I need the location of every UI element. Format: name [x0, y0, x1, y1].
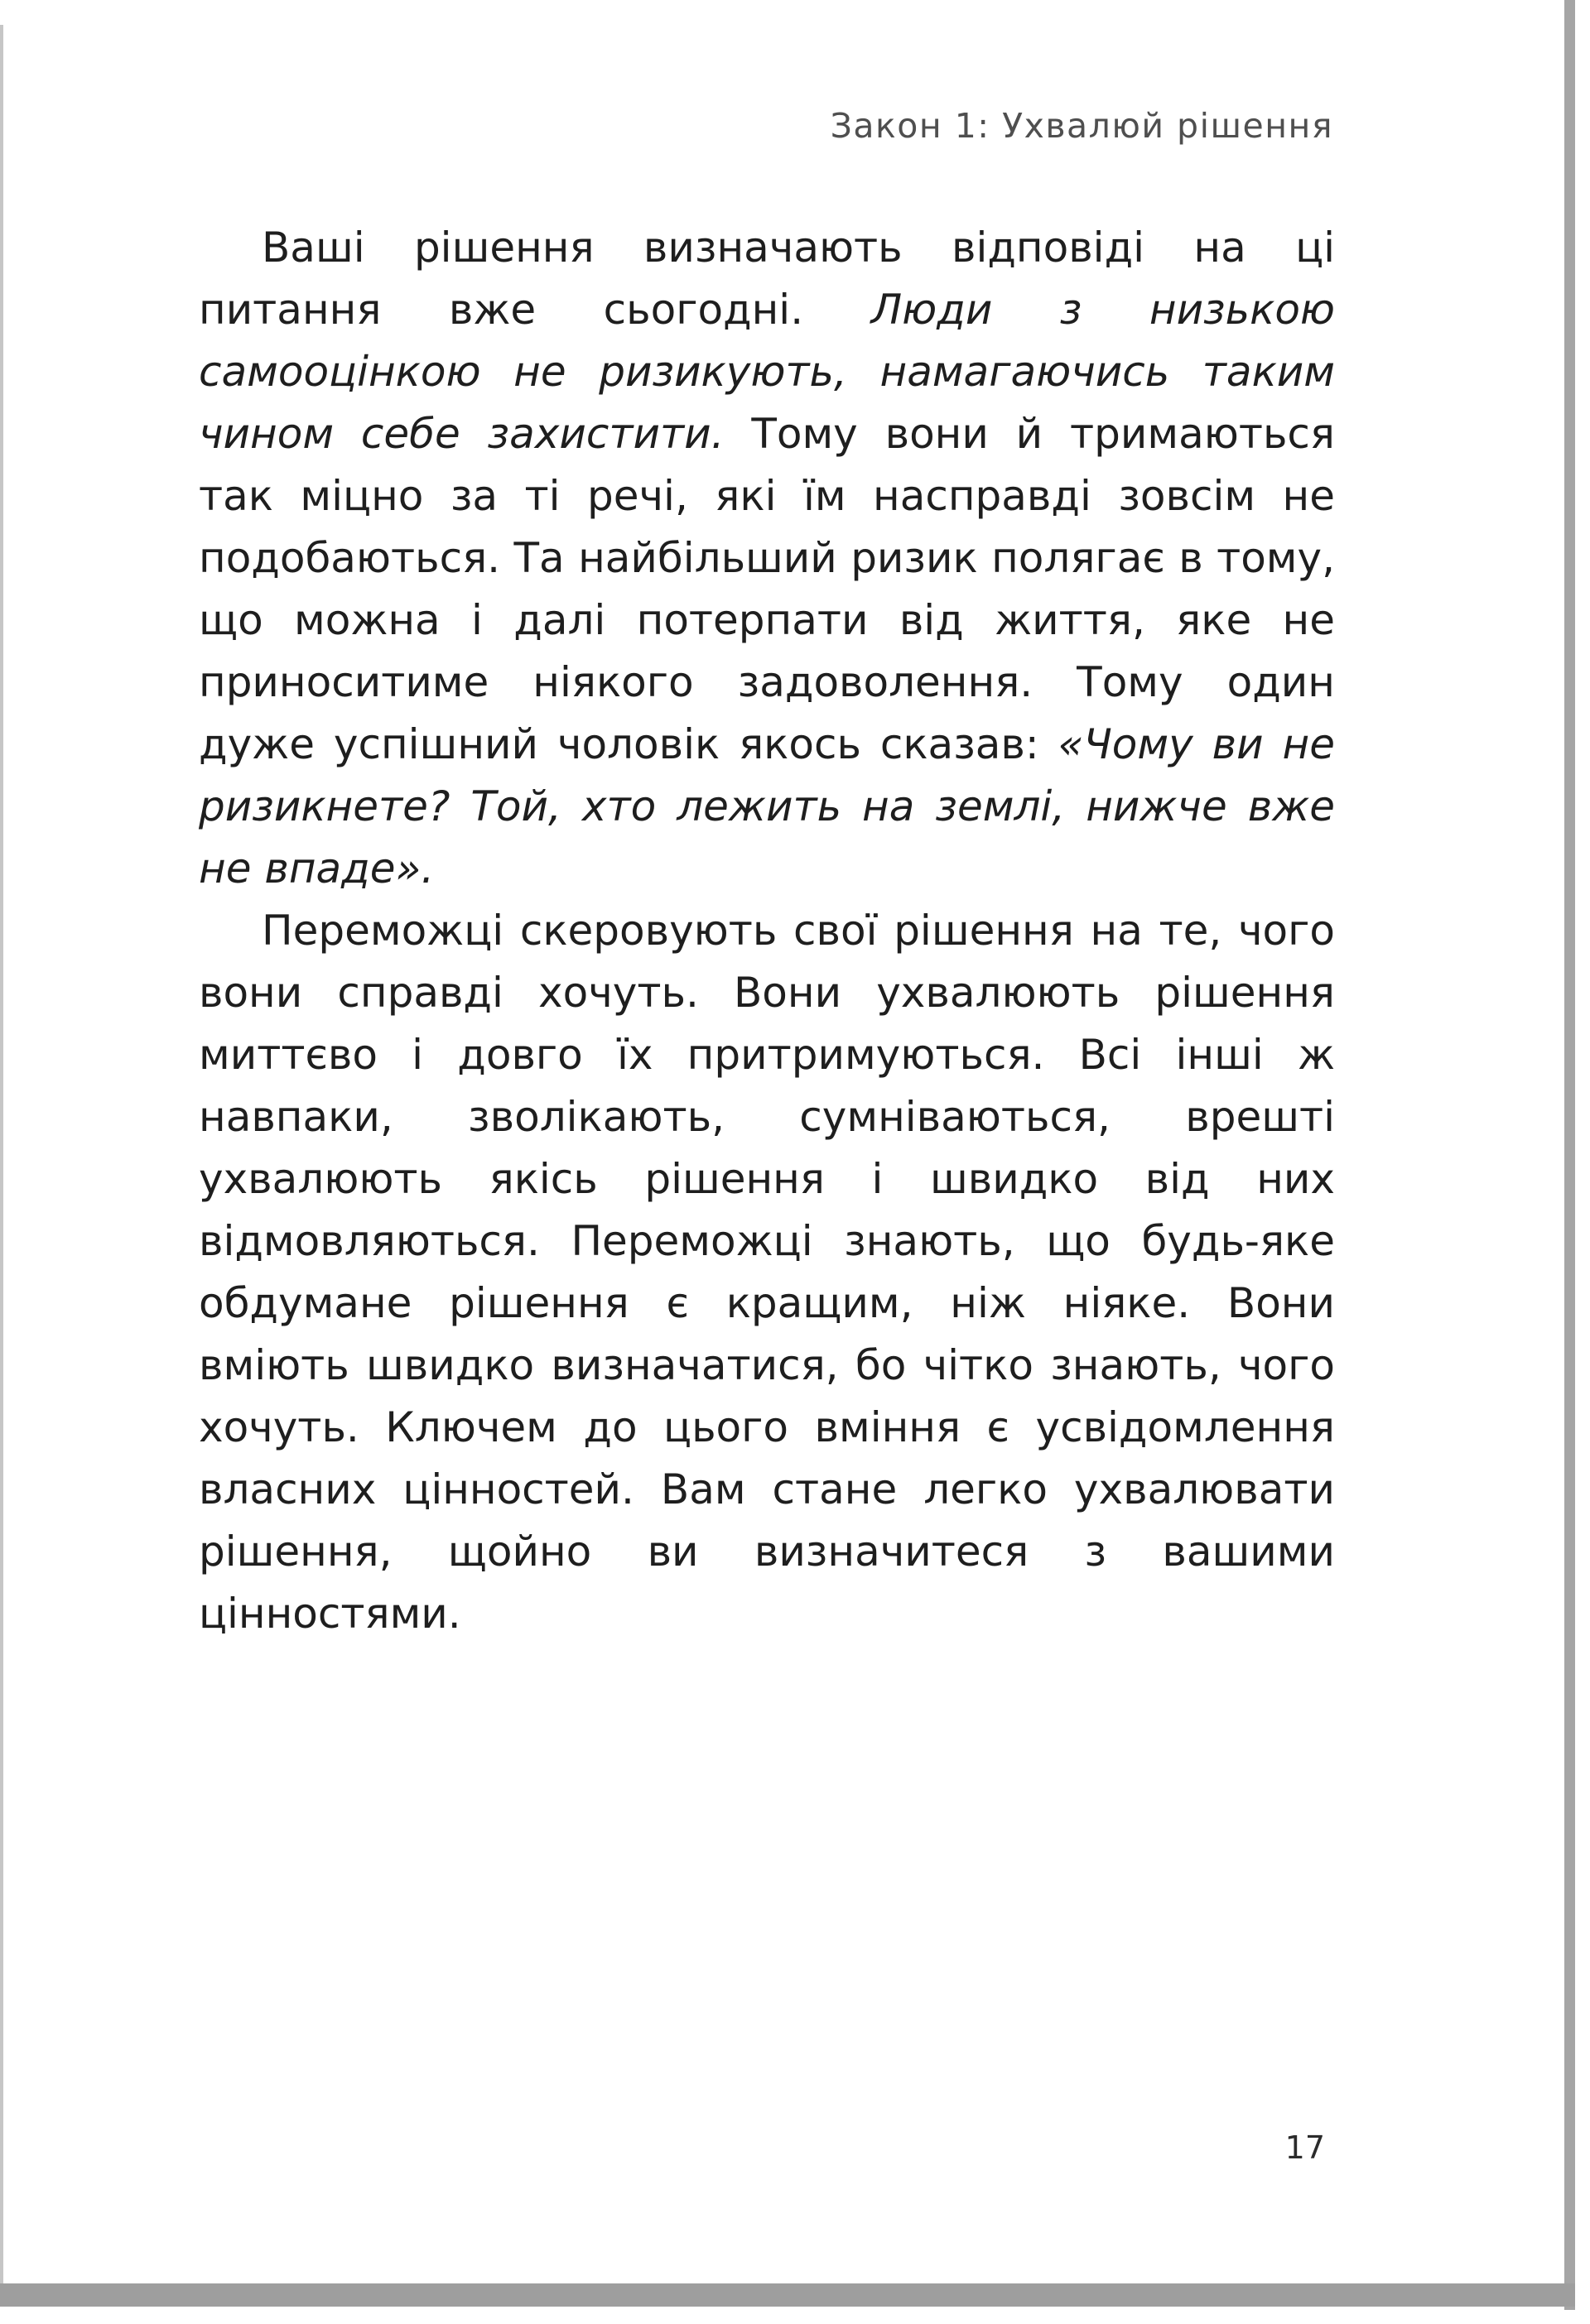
- text-segment-normal: Тому вони й тримаються так міцно за ті речі, які їм насправді зовсім не подобаються. Та найбільший ризик полягає в тому, що можна і далі потерпати від життя, яке не приноситиме ніякого задоволення. Тому один дуже успішний чоловік якось сказав:: [199, 410, 1335, 768]
- page-number: 17: [1284, 2129, 1325, 2166]
- text-segment-italic: «Чому ви не ризикнете? Той, хто лежить на землі, нижче вже не впаде».: [199, 720, 1335, 893]
- scan-edge-left: [0, 25, 3, 2293]
- text-segment-normal: Ваші рішення визначають відповіді на ці питання вже сьогодні.: [199, 224, 1335, 334]
- text-segment-normal: Переможці скеровують свої рішення на те, чого вони справді хочуть. Вони ухвалюють рішення миттєво і довго їх притримуються. Всі інші ж навпаки, зволікають, сумніваються, врешті ухвалюють якісь рішення і швидко від них відмовляються. Переможці знають, що будь-яке обдумане рішення є кращим, ніж ніяке. Вони вміють швидко визначатися, бо чітко знають, чого хочуть. Ключем до цього вміння є усвідомлення власних цінностей. Вам стане легко ухвалювати рішення, щойно ви визначитеся з вашими цінностями.: [199, 907, 1335, 1638]
- paragraph: [199, 900, 1335, 1645]
- scan-edge-bottom: [0, 2283, 1575, 2307]
- paragraph: [199, 217, 1335, 900]
- text-segment-italic: Люди з низькою самооцінкою не ризикують, намагаючись таким чином себе захистити.: [199, 286, 1335, 458]
- scan-edge-right: [1564, 0, 1575, 2310]
- running-header: Закон 1: Ухвалюй рішення: [830, 106, 1333, 146]
- body-text: [199, 217, 1335, 1645]
